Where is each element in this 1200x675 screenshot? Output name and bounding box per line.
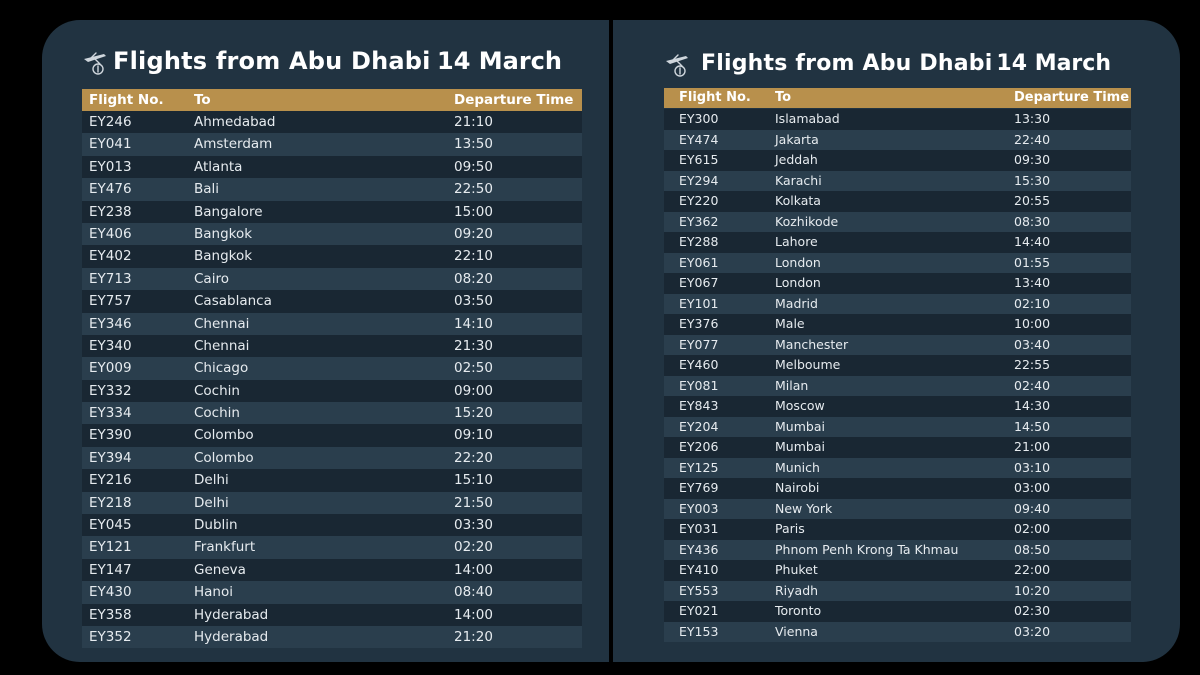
destination: Toronto [775,603,822,618]
table-row [82,335,582,357]
table-row [664,171,1131,192]
table-header [82,89,582,111]
table-row [82,604,582,626]
table-row [82,223,582,245]
destination: Ahmedabad [194,114,276,130]
destination: Colombo [194,427,254,444]
table-row [664,253,1131,274]
flight-number: EY288 [679,234,719,249]
table-row [82,536,582,558]
destination: Paris [775,521,805,536]
header-flight-no: Flight No. [679,90,751,105]
destination: Munich [775,459,820,475]
departure-time: 01:55 [1014,254,1051,270]
table-row [664,417,1131,438]
destination: Amsterdam [194,136,273,153]
flight-number: EY332 [89,382,132,399]
destination: Casablanca [194,293,272,310]
departure-time: 14:30 [1014,398,1051,413]
table-header [664,88,1131,108]
destination: London [775,254,821,270]
flight-number: EY346 [89,315,132,332]
flight-number: EY410 [679,562,719,577]
departure-time: 21:20 [454,628,493,645]
flight-number: EY003 [679,500,719,516]
destination: Milan [775,377,809,393]
flight-number: EY300 [679,111,719,126]
destination: Jeddah [775,152,818,167]
table-row [82,626,582,648]
header-to: To [775,90,792,105]
table-row [82,424,582,446]
departure-time: 14:50 [1014,418,1051,434]
departure-time: 10:00 [1014,316,1051,331]
flight-number: EY041 [89,136,132,153]
flight-number: EY216 [89,472,132,489]
table-row [664,478,1131,499]
destination: Phnom Penh Krong Ta Khmau [775,541,959,557]
destination: London [775,275,821,290]
destination: Delhi [194,472,229,489]
panel-header [82,20,582,90]
table-row [664,499,1131,520]
table-row [82,492,582,514]
departure-time: 21:10 [454,114,493,130]
departure-time: 14:10 [454,315,493,332]
flight-number: EY220 [679,193,719,208]
table-row [664,109,1131,130]
departure-time: 02:20 [454,539,493,556]
departure-time: 20:55 [1014,193,1051,208]
flight-number: EY031 [679,521,719,536]
flight-number: EY067 [679,275,719,290]
destination: Kozhikode [775,213,839,229]
destination: Madrid [775,295,818,311]
destination: Mumbai [775,439,825,454]
destination: Karachi [775,172,822,188]
departure-time: 03:30 [454,517,493,534]
table-row [82,447,582,469]
destination: Colombo [194,449,254,466]
table-row [82,268,582,290]
header-departure-time: Departure Time [1014,90,1130,105]
destination: Cochin [194,405,240,422]
destination: Hanoi [194,584,233,601]
table-row [82,581,582,603]
table-row [664,437,1131,458]
flight-number: EY474 [679,131,719,147]
table-row [82,133,582,155]
table-row [82,201,582,223]
destination: Male [775,316,805,331]
flight-number: EY334 [89,405,132,422]
table-row [664,540,1131,561]
departure-time: 09:00 [454,382,493,399]
table-row [82,245,582,267]
destination: Mumbai [775,418,825,434]
flight-number: EY013 [89,158,132,175]
departure-time: 15:10 [454,472,493,489]
flight-number: EY204 [679,418,719,434]
departure-time: 02:30 [1014,603,1051,618]
flight-number: EY045 [89,517,132,534]
flight-number: EY077 [679,336,719,352]
table-row [664,130,1131,151]
flight-number: EY402 [89,248,132,265]
destination: Delhi [194,494,229,511]
destination: Vienna [775,623,818,639]
departure-time: 15:20 [454,405,493,422]
table-row [82,514,582,536]
flight-number: EY406 [89,225,132,242]
departure-time: 08:50 [1014,541,1051,557]
flight-number: EY081 [679,377,719,393]
flight-number: EY061 [679,254,719,270]
flight-number: EY009 [89,360,132,377]
destination: Dublin [194,517,238,534]
table-row [82,357,582,379]
plane-departure-icon [82,50,108,76]
flight-number: EY101 [679,295,719,311]
flight-board [42,20,1180,662]
destination: Lahore [775,234,818,249]
departure-time: 22:10 [454,248,493,265]
destination: Islamabad [775,111,840,126]
table-row [664,458,1131,479]
table-row [82,402,582,424]
left-panel [82,20,582,645]
flight-rows [82,111,582,648]
panel-divider [609,20,613,662]
destination: Cairo [194,270,229,287]
departure-time: 09:20 [454,225,493,242]
flight-number: EY436 [679,541,719,557]
table-row [82,559,582,581]
panel-title: Flights from Abu Dhabi [113,47,431,75]
destination: Hyderabad [194,628,269,645]
destination: Bangkok [194,225,253,242]
flight-number: EY294 [679,172,719,188]
departure-time: 22:50 [454,181,493,198]
header-flight-no: Flight No. [89,92,164,108]
header-departure-time: Departure Time [454,92,574,108]
table-row [82,178,582,200]
destination: Atlanta [194,158,243,175]
destination: Chicago [194,360,249,377]
departure-time: 02:40 [1014,377,1051,393]
table-row [82,313,582,335]
destination: Jakarta [775,131,819,147]
departure-time: 22:55 [1014,357,1051,372]
departure-time: 09:40 [1014,500,1051,516]
flight-number: EY352 [89,628,132,645]
panel-date: 14 March [996,51,1111,76]
destination: Manchester [775,336,849,352]
flight-rows [664,109,1131,642]
departure-time: 21:50 [454,494,493,511]
destination: Chennai [194,315,250,332]
table-row [82,469,582,491]
destination: Moscow [775,398,825,413]
flight-number: EY206 [679,439,719,454]
destination: Bangkok [194,248,253,265]
plane-departure-icon [664,52,690,78]
table-row [664,191,1131,212]
flight-number: EY843 [679,398,719,413]
destination: Bangalore [194,203,263,220]
flight-number: EY358 [89,606,132,623]
table-row [664,622,1131,643]
destination: Frankfurt [194,539,256,556]
flight-number: EY769 [679,480,719,495]
departure-time: 15:00 [454,203,493,220]
departure-time: 03:50 [454,293,493,310]
departure-time: 08:40 [454,584,493,601]
table-row [664,396,1131,417]
departure-time: 03:40 [1014,336,1051,352]
flight-number: EY430 [89,584,132,601]
destination: Cochin [194,382,240,399]
departure-time: 02:10 [1014,295,1051,311]
flight-number: EY390 [89,427,132,444]
table-row [82,290,582,312]
departure-time: 13:40 [1014,275,1051,290]
departure-time: 21:00 [1014,439,1051,454]
table-row [82,380,582,402]
right-panel [664,20,1131,639]
table-row [664,601,1131,622]
destination: Bali [194,181,220,198]
flight-number: EY362 [679,213,719,229]
flight-number: EY153 [679,623,719,639]
departure-time: 14:00 [454,561,493,578]
flight-number: EY125 [679,459,719,475]
destination: New York [775,500,833,516]
departure-time: 09:10 [454,427,493,444]
flight-number: EY615 [679,152,719,167]
flight-number: EY340 [89,337,132,354]
destination: Hyderabad [194,606,269,623]
table-row [664,335,1131,356]
departure-time: 14:40 [1014,234,1051,249]
flight-number: EY713 [89,270,132,287]
destination: Phuket [775,562,818,577]
panel-title: Flights from Abu Dhabi [701,51,993,76]
departure-time: 03:10 [1014,459,1051,475]
flight-number: EY476 [89,181,132,198]
destination: Kolkata [775,193,821,208]
departure-time: 22:20 [454,449,493,466]
panel-date: 14 March [437,47,562,75]
flight-number: EY238 [89,203,132,220]
flight-number: EY218 [89,494,132,511]
flight-number: EY376 [679,316,719,331]
destination: Nairobi [775,480,820,495]
table-row [664,212,1131,233]
header-to: To [194,92,211,108]
destination: Geneva [194,561,246,578]
departure-time: 08:20 [454,270,493,287]
table-row [664,376,1131,397]
table-row [664,232,1131,253]
departure-time: 14:00 [454,606,493,623]
destination: Riyadh [775,582,819,598]
departure-time: 10:20 [1014,582,1051,598]
table-row [664,355,1131,376]
flight-number: EY147 [89,561,132,578]
departure-time: 03:20 [1014,623,1051,639]
flight-number: EY757 [89,293,132,310]
departure-time: 09:50 [454,158,493,175]
flight-number: EY121 [89,539,132,556]
table-row [664,314,1131,335]
departure-time: 02:00 [1014,521,1051,536]
table-row [664,519,1131,540]
flight-number: EY394 [89,449,132,466]
departure-time: 03:00 [1014,480,1051,495]
departure-time: 09:30 [1014,152,1051,167]
departure-time: 08:30 [1014,213,1051,229]
departure-time: 13:30 [1014,111,1051,126]
table-row [664,581,1131,602]
departure-time: 22:00 [1014,562,1051,577]
destination: Chennai [194,337,250,354]
departure-time: 15:30 [1014,172,1051,188]
flight-number: EY460 [679,357,719,372]
flight-number: EY246 [89,114,132,130]
departure-time: 21:30 [454,337,493,354]
flight-number: EY553 [679,582,719,598]
destination: Melboume [775,357,841,372]
table-row [664,150,1131,171]
table-row [82,156,582,178]
departure-time: 02:50 [454,360,493,377]
table-row [664,294,1131,315]
table-row [664,273,1131,294]
panel-header [664,20,1131,90]
flight-number: EY021 [679,603,719,618]
table-row [82,111,582,133]
departure-time: 13:50 [454,136,493,153]
departure-time: 22:40 [1014,131,1051,147]
table-row [664,560,1131,581]
